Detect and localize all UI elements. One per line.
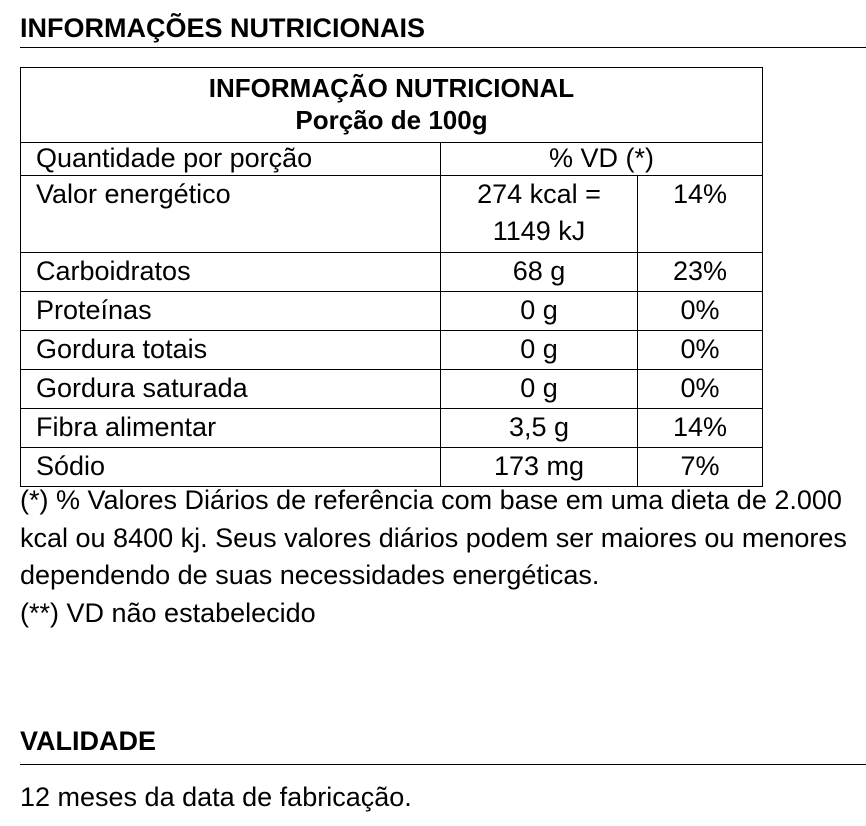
- table-title-row: [21, 68, 763, 143]
- table-row-dietary-fiber: [21, 409, 763, 448]
- nutrient-name: Valor energético: [21, 176, 441, 253]
- nutrient-name: Fibra alimentar: [21, 409, 441, 448]
- nutrient-name: Proteínas: [21, 292, 441, 331]
- energy-amount-kj: 1149 kJ: [492, 216, 586, 246]
- table-row-total-fat: [21, 331, 763, 370]
- nutrient-amount: 0 g: [441, 370, 638, 409]
- nutrient-vd: 0%: [638, 370, 763, 409]
- table-header-row: [21, 143, 763, 176]
- nutrient-name: Sódio: [21, 448, 441, 487]
- nutrient-vd: 14%: [638, 176, 763, 253]
- nutrient-vd: 23%: [638, 253, 763, 292]
- nutrient-vd: 0%: [638, 292, 763, 331]
- nutrition-section-heading: INFORMAÇÕES NUTRICIONAIS: [20, 13, 425, 43]
- table-title-cell: [21, 68, 763, 143]
- not-established-footnote: (**) VD não estabelecido: [20, 597, 316, 628]
- nutrient-vd: 14%: [638, 409, 763, 448]
- nutrient-amount: [441, 176, 638, 253]
- nutrient-name: Carboidratos: [21, 253, 441, 292]
- validity-text: 12 meses da data de fabricação.: [20, 782, 412, 812]
- nutrient-amount: 173 mg: [441, 448, 638, 487]
- quantity-header: Quantidade por porção: [21, 143, 441, 176]
- table-row-carbohydrates: [21, 253, 763, 292]
- table-row-proteins: [21, 292, 763, 331]
- nutrition-facts-table: [20, 67, 763, 487]
- nutrient-name: Gordura saturada: [21, 370, 441, 409]
- nutrient-amount: 0 g: [441, 331, 638, 370]
- energy-amount-kcal: 274 kcal =: [477, 179, 601, 209]
- footnotes: [20, 482, 866, 632]
- nutrient-name: Gordura totais: [21, 331, 441, 370]
- nutrient-amount: 0 g: [441, 292, 638, 331]
- nutrient-vd: 7%: [638, 448, 763, 487]
- nutrition-section-divider: [20, 47, 866, 48]
- vd-header: % VD (*): [441, 143, 763, 176]
- validity-section-heading: VALIDADE: [20, 726, 157, 756]
- daily-values-footnote: (*) % Valores Diários de referência com base em uma dieta de 2.000 kcal ou 8400 kj. Seus valores diários podem ser maiores ou menores dependendo de suas necessidades energéticas.: [20, 485, 847, 590]
- table-row-saturated-fat: [21, 370, 763, 409]
- nutrient-amount: 68 g: [441, 253, 638, 292]
- nutrient-vd: 0%: [638, 331, 763, 370]
- portion-size: Porção de 100g: [295, 105, 488, 135]
- nutrient-amount: 3,5 g: [441, 409, 638, 448]
- table-title: INFORMAÇÃO NUTRICIONAL: [208, 73, 575, 103]
- validity-section-divider: [20, 764, 866, 765]
- table-row-sodium: [21, 448, 763, 487]
- table-row-energy: [21, 176, 763, 253]
